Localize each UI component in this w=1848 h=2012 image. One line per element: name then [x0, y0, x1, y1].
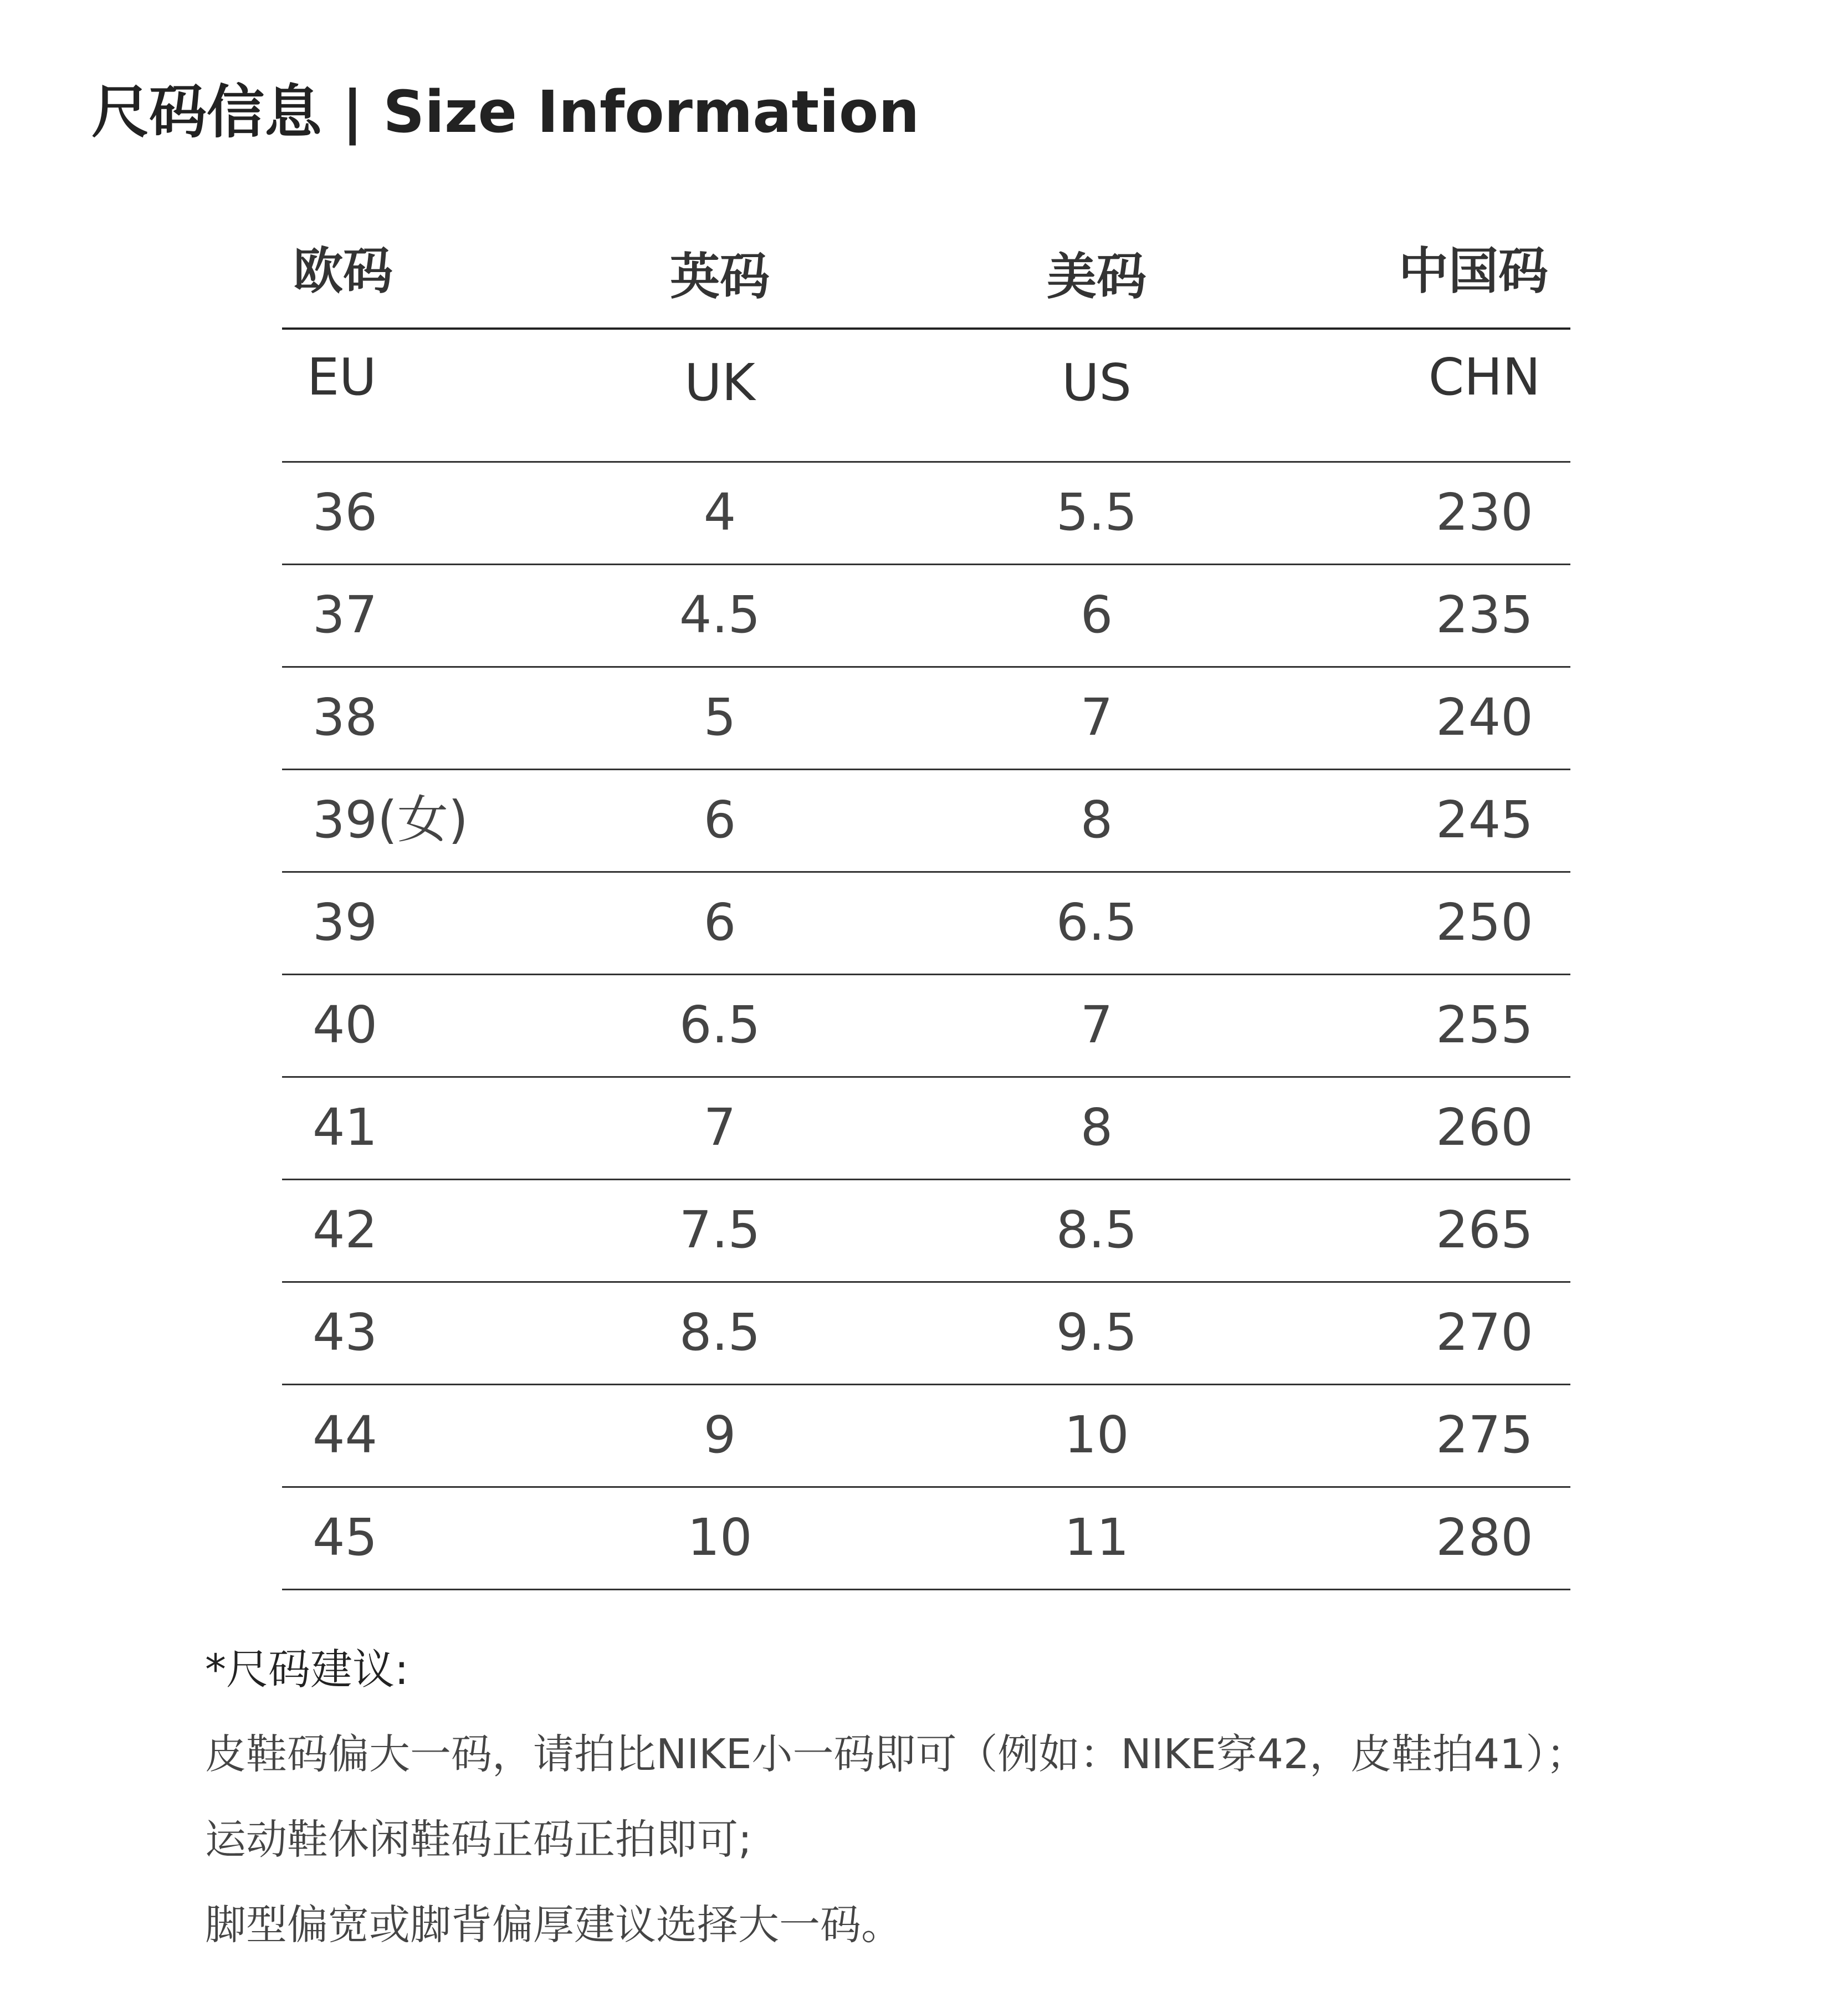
cell-chn: 245	[1436, 790, 1533, 849]
cell-uk: 6.5	[679, 995, 761, 1054]
cell-chn: 235	[1436, 585, 1533, 644]
header-us-cn: 美码	[1047, 248, 1146, 306]
cell-eu: 43	[313, 1303, 378, 1362]
cell-uk: 9	[703, 1405, 736, 1465]
size-advice-line: 脚型偏宽或脚背偏厚建议选择大一码。	[205, 1901, 902, 1949]
cell-us: 8	[1080, 1098, 1113, 1157]
cell-chn: 270	[1436, 1303, 1533, 1362]
table-row	[282, 1488, 1570, 1590]
header-eu-cn: 欧码	[293, 242, 393, 300]
cell-uk: 4	[703, 483, 736, 542]
cell-us: 8	[1080, 790, 1113, 849]
cell-uk: 7	[703, 1098, 736, 1157]
header-row-english	[282, 330, 1570, 463]
header-eu-en: EU	[307, 347, 377, 407]
cell-uk: 5	[703, 688, 736, 747]
cell-uk: 6	[703, 790, 736, 849]
size-table	[282, 233, 1570, 1590]
cell-chn: 240	[1436, 688, 1533, 747]
header-us-en: US	[1062, 353, 1132, 412]
size-advice-line: 皮鞋码偏大一码，请拍比NIKE小一码即可（例如：NIKE穿42，皮鞋拍41）；	[205, 1731, 1588, 1778]
size-advice-line: 运动鞋休闲鞋码正码正拍即可;	[205, 1816, 752, 1863]
table-row	[282, 565, 1570, 668]
cell-chn: 255	[1436, 995, 1533, 1054]
table-row	[282, 975, 1570, 1078]
cell-us: 10	[1064, 1405, 1129, 1465]
cell-uk: 6	[703, 893, 736, 952]
cell-uk: 4.5	[679, 585, 761, 644]
cell-eu: 45	[313, 1508, 378, 1567]
cell-uk: 10	[687, 1508, 752, 1567]
header-uk-en: UK	[684, 353, 755, 412]
table-row	[282, 463, 1570, 565]
table-row	[282, 1283, 1570, 1385]
header-row-chinese	[282, 233, 1570, 330]
cell-us: 8.5	[1056, 1200, 1138, 1260]
cell-eu: 37	[313, 585, 378, 644]
cell-us: 7	[1080, 995, 1113, 1054]
table-row	[282, 770, 1570, 873]
cell-us: 5.5	[1056, 483, 1138, 542]
cell-us: 6	[1080, 585, 1113, 644]
table-row	[282, 668, 1570, 770]
cell-eu: 39	[313, 893, 378, 952]
cell-chn: 265	[1436, 1200, 1533, 1260]
cell-chn: 275	[1436, 1405, 1533, 1465]
cell-eu: 36	[313, 483, 378, 542]
cell-chn: 230	[1436, 483, 1533, 542]
cell-eu: 39(女)	[313, 790, 468, 849]
cell-chn: 280	[1436, 1508, 1533, 1567]
header-chn-cn: 中国码	[1399, 242, 1548, 300]
cell-uk: 7.5	[679, 1200, 761, 1260]
cell-uk: 8.5	[679, 1303, 761, 1362]
table-row	[282, 1180, 1570, 1283]
cell-us: 9.5	[1056, 1303, 1138, 1362]
size-advice-heading: *尺码建议:	[205, 1645, 409, 1694]
page-title: 尺码信息 | Size Information	[91, 78, 920, 146]
cell-chn: 250	[1436, 893, 1533, 952]
size-advice	[205, 1645, 1812, 1990]
header-chn-en: CHN	[1428, 347, 1541, 407]
cell-eu: 38	[313, 688, 378, 747]
table-row	[282, 1078, 1570, 1180]
cell-eu: 40	[313, 995, 378, 1054]
cell-us: 11	[1064, 1508, 1129, 1567]
cell-us: 6.5	[1056, 893, 1138, 952]
cell-eu: 42	[313, 1200, 378, 1260]
table-row	[282, 1385, 1570, 1488]
cell-eu: 44	[313, 1405, 378, 1465]
cell-chn: 260	[1436, 1098, 1533, 1157]
cell-eu: 41	[313, 1098, 378, 1157]
cell-us: 7	[1080, 688, 1113, 747]
header-uk-cn: 英码	[670, 248, 770, 306]
table-row	[282, 873, 1570, 975]
